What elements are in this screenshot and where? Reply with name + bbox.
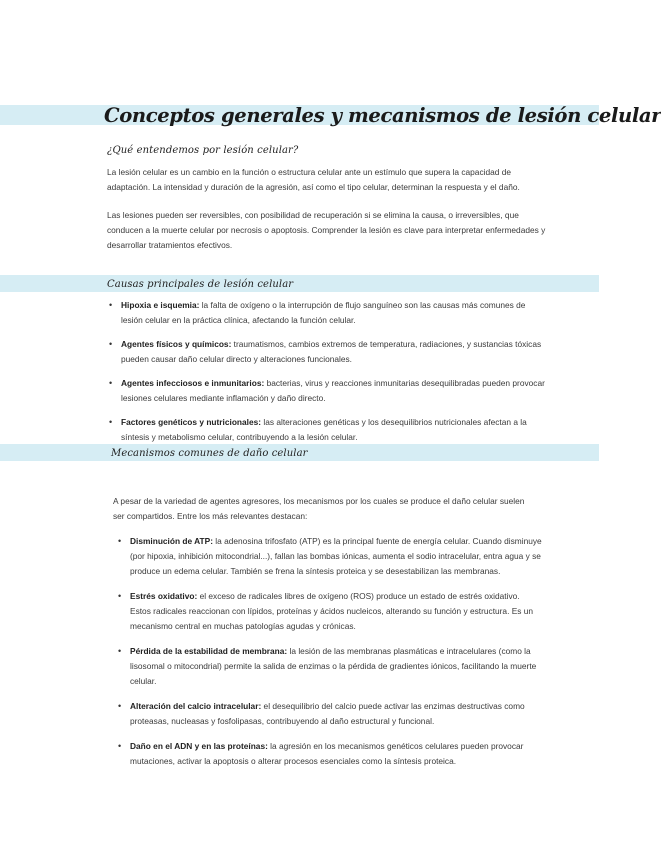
- list-item-term: Pérdida de la estabilidad de membrana:: [130, 646, 288, 656]
- page-title: Conceptos generales y mecanismos de lesión celular: [104, 104, 661, 127]
- section-highlight-band: [0, 275, 599, 292]
- list-item: [118, 589, 542, 634]
- bullet-icon: •: [118, 646, 122, 656]
- list-item-term: Factores genéticos y nutricionales:: [121, 417, 262, 427]
- bullet-icon: •: [109, 417, 113, 427]
- paragraph-intro-mecanismos: A pesar de la variedad de agentes agresores, los mecanismos por los cuales se produce el daño celular suelen ser compartidos. Entre los más relevantes destacan:: [113, 496, 525, 521]
- bullet-icon: •: [118, 591, 122, 601]
- causes-list: [109, 298, 545, 445]
- list-item: [109, 415, 545, 445]
- list-item-term: Agentes físicos y químicos:: [121, 339, 232, 349]
- list-item-text: traumatismos, cambios extremos de temperatura, radiaciones, y sustancias tóxicas pueden causar daño celular directo y alteraciones funcionales.: [121, 339, 542, 364]
- list-item: [118, 534, 542, 579]
- section-heading-definicion: ¿Qué entendemos por lesión celular?: [107, 145, 299, 156]
- list-item-term: Disminución de ATP:: [130, 536, 213, 546]
- list-item: [109, 337, 545, 367]
- bullet-icon: •: [118, 741, 122, 751]
- list-item-term: Estrés oxidativo:: [130, 591, 198, 601]
- section-heading-mecanismos: Mecanismos comunes de daño celular: [111, 448, 308, 459]
- list-item-text: la falta de oxígeno o la interrupción de flujo sanguíneo son las causas más comunes de lesión celular en la práctica clínica, afectando la función celular.: [121, 300, 526, 325]
- bullet-icon: •: [118, 701, 122, 711]
- list-item-text: la agresión en los mecanismos genéticos celulares pueden provocar mutaciones, activar la apoptosis o alterar procesos esenciales como la síntesis proteica.: [130, 741, 524, 766]
- list-item-text: las alteraciones genéticas y los desequilibrios nutricionales afectan a la síntesis y metabolismo celular, contribuyendo a la lesión celular.: [121, 417, 527, 442]
- list-item-term: Hipoxia e isquemia:: [121, 300, 200, 310]
- list-item-text: el exceso de radicales libres de oxígeno (ROS) produce un estado de estrés oxidativo. Estos radicales reaccionan con lípidos, proteínas y ácidos nucleicos, alterando su función y estructura. Es un mecanismo central en muchas patologías agudas y crónicas.: [130, 591, 534, 631]
- list-item-term: Alteración del calcio intracelular:: [130, 701, 262, 711]
- list-item-text: bacterias, virus y reacciones inmunitarias desequilibradas pueden provocar lesiones celulares mediante inflamación y daño directo.: [121, 378, 545, 403]
- bullet-icon: •: [109, 378, 113, 388]
- list-item-term: Daño en el ADN y en las proteínas:: [130, 741, 268, 751]
- list-item: [118, 699, 542, 729]
- list-item: [118, 739, 542, 769]
- list-item: [118, 644, 542, 689]
- list-item-text: la lesión de las membranas plasmáticas e intracelulares (como la lisosomal o mitocondrial) permite la salida de enzimas o la pérdida de gradientes iónicos, facilitando la muerte celular.: [130, 646, 537, 686]
- list-item: [109, 376, 545, 406]
- list-item-text: la adenosina trifosfato (ATP) es la principal fuente de energía celular. Cuando disminuye (por hipoxia, inhibición mitocondrial...), fallan las bombas iónicas, aumenta el sodio intracelular, entra agua y se produce un edema celular. También se frena la síntesis proteica y se desestabilizan las membranas.: [130, 536, 542, 576]
- list-item-text: el desequilibrio del calcio puede activar las enzimas destructivas como proteasas, nucleasas y fosfolipasas, contribuyendo al daño estructural y funcional.: [130, 701, 525, 726]
- bullet-icon: •: [109, 300, 113, 310]
- bullet-icon: •: [118, 536, 122, 546]
- section-heading-causas: Causas principales de lesión celular: [107, 279, 294, 290]
- paragraph-definicion: La lesión celular es un cambio en la función o estructura celular ante un estímulo que supera la capacidad de adaptación. La intensidad y duración de la agresión, así como el tipo celular, determinan la respuesta y el daño.: [107, 167, 520, 192]
- bullet-icon: •: [109, 339, 113, 349]
- list-item: [109, 298, 545, 328]
- mechanisms-list: [118, 534, 542, 769]
- list-item-term: Agentes infecciosos e inmunitarios:: [121, 378, 265, 388]
- paragraph-reversibilidad: Las lesiones pueden ser reversibles, con posibilidad de recuperación si se elimina la causa, o irreversibles, que conducen a la muerte celular por necrosis o apoptosis. Comprender la lesión es clave para interpretar enfermedades y desarrollar tratamientos efectivos.: [107, 210, 546, 250]
